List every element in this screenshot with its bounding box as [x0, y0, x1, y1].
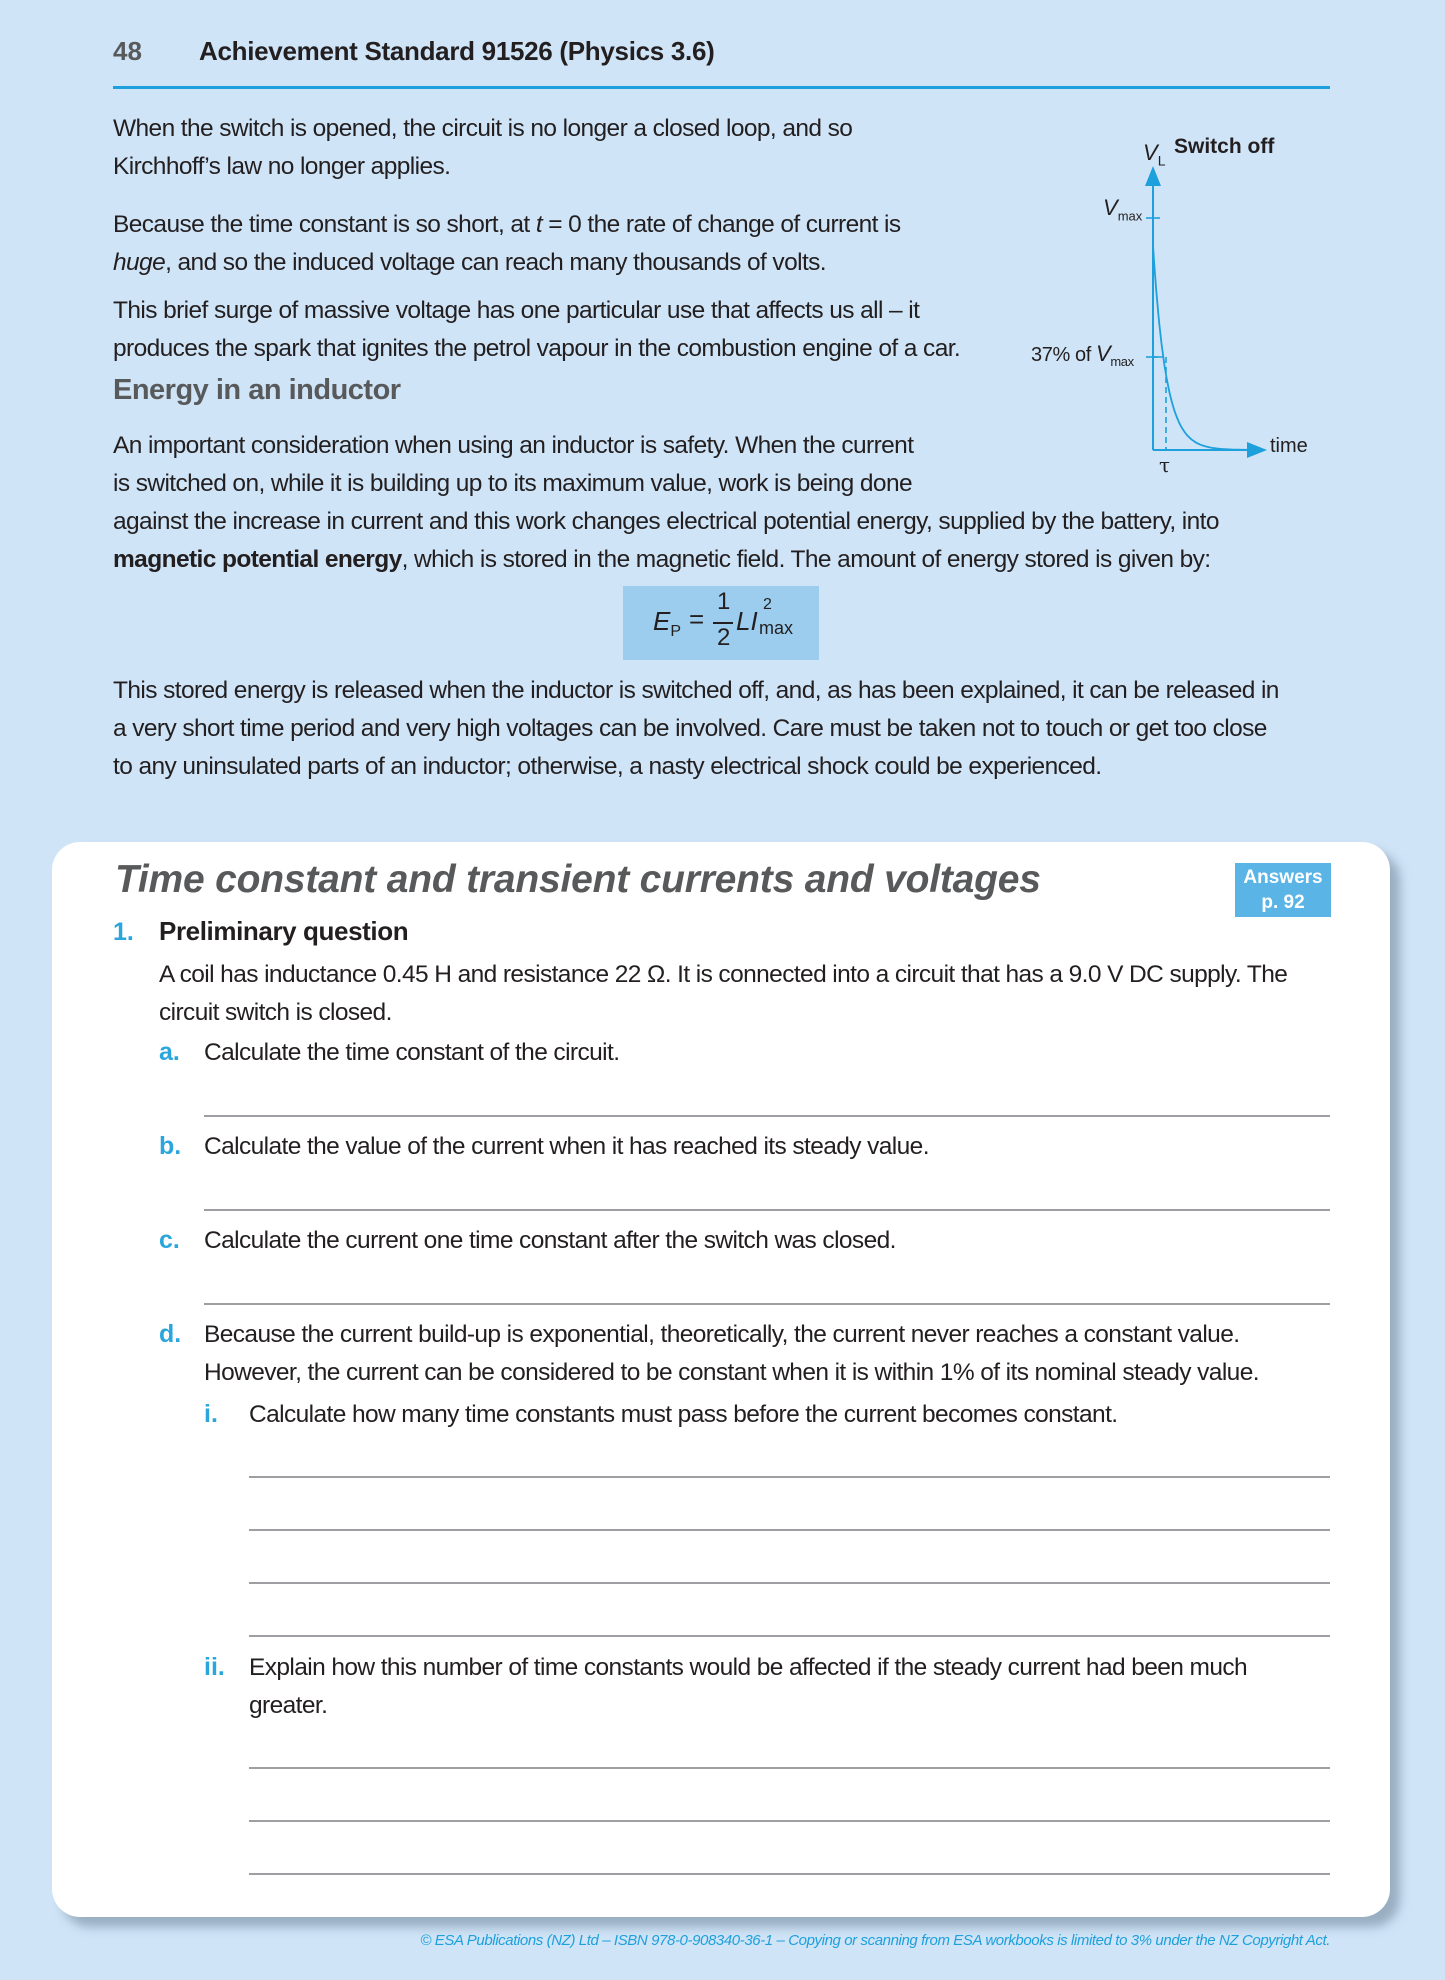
text-line: Explain how this number of time constants would be affected if the steady current had been much: [249, 1654, 1248, 1681]
energy-paragraph-1: [113, 427, 1219, 579]
text-line: is switched on, while it is building up to its maximum value, work is being done: [113, 470, 913, 497]
text-line: An important consideration when using an inductor is safety. When the current: [113, 432, 914, 459]
subpart-i-text: Calculate how many time constants must pass before the current becomes constant.: [249, 1401, 1118, 1428]
formula-subscript: max: [759, 618, 794, 638]
bold-term: magnetic potential energy: [113, 546, 402, 573]
answer-line[interactable]: [204, 1115, 1330, 1117]
answer-line[interactable]: [204, 1209, 1330, 1211]
formula-equals: =: [689, 604, 705, 634]
formula-e: E: [653, 606, 671, 636]
intro-paragraph-1: [113, 110, 852, 186]
variable-t: t: [535, 211, 543, 238]
subpart-label: i.: [204, 1400, 218, 1428]
text-line: However, the current can be considered to be constant when it is within 1% of its nominal steady value.: [204, 1359, 1259, 1386]
formula-denominator: 2: [717, 624, 731, 651]
answer-line[interactable]: [249, 1635, 1330, 1637]
text-line: produces the spark that ignites the petrol vapour in the combustion engine of a car.: [113, 335, 961, 362]
answer-line[interactable]: [249, 1873, 1330, 1875]
question-number: 1.: [113, 918, 134, 946]
text-run: , and so the induced voltage can reach many thousands of volts.: [165, 249, 827, 276]
text-run: , which is stored in the magnetic field. The amount of energy stored is given by:: [401, 546, 1211, 573]
answers-label: Answers: [1243, 867, 1323, 888]
question-heading: Preliminary question: [159, 916, 409, 946]
formula-numerator: 1: [717, 588, 731, 615]
part-b-text: Calculate the value of the current when it has reached its steady value.: [204, 1133, 929, 1160]
energy-formula: [623, 586, 819, 660]
part-label: b.: [159, 1132, 182, 1160]
text-line: This brief surge of massive voltage has one particular use that affects us all – it: [113, 297, 920, 324]
text-line: A coil has inductance 0.45 H and resistance 22 Ω. It is connected into a circuit that has a 9.0 V DC supply. The: [159, 961, 1288, 988]
copyright-footer: © ESA Publications (NZ) Ltd – ISBN 978-0-908340-36-1 – Copying or scanning from ESA workbooks is limited to 3% under the NZ Copyright Act.: [420, 1932, 1330, 1949]
answers-page: p. 92: [1261, 892, 1305, 913]
text-line: against the increase in current and this work changes electrical potential energy, supplied by the battery, into: [113, 508, 1219, 535]
pct-text: 37% of: [1031, 344, 1097, 366]
pct-label: [1031, 341, 1134, 369]
answer-line[interactable]: [249, 1582, 1330, 1584]
part-d-text: [204, 1316, 1259, 1392]
part-label: a.: [159, 1038, 180, 1066]
page-title: Achievement Standard 91526 (Physics 3.6): [199, 36, 715, 66]
question-text: [159, 956, 1287, 1032]
answers-badge[interactable]: [1235, 863, 1331, 917]
part-label: d.: [159, 1320, 182, 1348]
text-line: [113, 244, 901, 282]
vmax-subscript: max: [1117, 208, 1143, 224]
answer-line[interactable]: [204, 1303, 1330, 1305]
text-line: [113, 206, 901, 244]
answer-line[interactable]: [249, 1529, 1330, 1531]
page-header: [113, 30, 1330, 89]
part-a-text: Calculate the time constant of the circuit.: [204, 1039, 620, 1066]
text-line: a very short time period and very high voltages can be involved. Care must be taken not to touch or get too close: [113, 715, 1267, 742]
x-axis-label: time: [1270, 435, 1308, 457]
text-line: Kirchhoff’s law no longer applies.: [113, 153, 451, 180]
page-number: 48: [113, 36, 142, 66]
intro-paragraph-2: [113, 206, 901, 282]
tau-label: τ: [1159, 453, 1171, 477]
y-axis-symbol: V: [1143, 140, 1158, 165]
formula-li: LI: [736, 606, 758, 636]
exercise-title: Time constant and transient currents and voltages: [115, 858, 1041, 901]
text-line: [113, 541, 1219, 579]
energy-paragraph-2: [113, 672, 1279, 786]
text-line: circuit switch is closed.: [159, 999, 392, 1026]
part-c-text: Calculate the current one time constant after the switch was closed.: [204, 1227, 896, 1254]
graph-title: Switch off: [1174, 135, 1275, 158]
text-run: = 0 the rate of change of current is: [542, 211, 901, 238]
formula-e-sub: P: [670, 623, 682, 641]
pct-symbol: V: [1096, 341, 1111, 366]
intro-paragraph-3: [113, 292, 960, 368]
answer-line[interactable]: [249, 1476, 1330, 1478]
subpart-label: ii.: [204, 1653, 225, 1681]
subpart-ii-text: [249, 1649, 1247, 1725]
vmax-symbol: V: [1103, 195, 1118, 220]
text-line: to any uninsulated parts of an inductor; otherwise, a nasty electrical shock could be experienced.: [113, 753, 1102, 780]
section-heading: Energy in an inductor: [113, 374, 401, 406]
text-line: greater.: [249, 1692, 328, 1719]
part-label: c.: [159, 1226, 180, 1254]
vmax-label: [1103, 195, 1142, 223]
formula-lhs: [653, 606, 681, 641]
answer-line[interactable]: [249, 1820, 1330, 1822]
pct-subscript: max: [1110, 354, 1134, 369]
y-axis-subscript: L: [1157, 152, 1166, 169]
y-axis-label: [1143, 140, 1165, 168]
text-line: This stored energy is released when the inductor is switched off, and, as has been explained, it can be released in: [113, 677, 1279, 704]
text-run: Because the time constant is so short, at: [113, 211, 536, 238]
answer-line[interactable]: [249, 1767, 1330, 1769]
decay-curve: [1153, 245, 1257, 450]
text-line: When the switch is opened, the circuit is no longer a closed loop, and so: [113, 115, 853, 142]
formula-superscript: 2: [763, 596, 772, 613]
text-line: Because the current build-up is exponential, theoretically, the current never reaches a constant value.: [204, 1321, 1240, 1348]
emphasis-huge: huge: [113, 249, 166, 276]
